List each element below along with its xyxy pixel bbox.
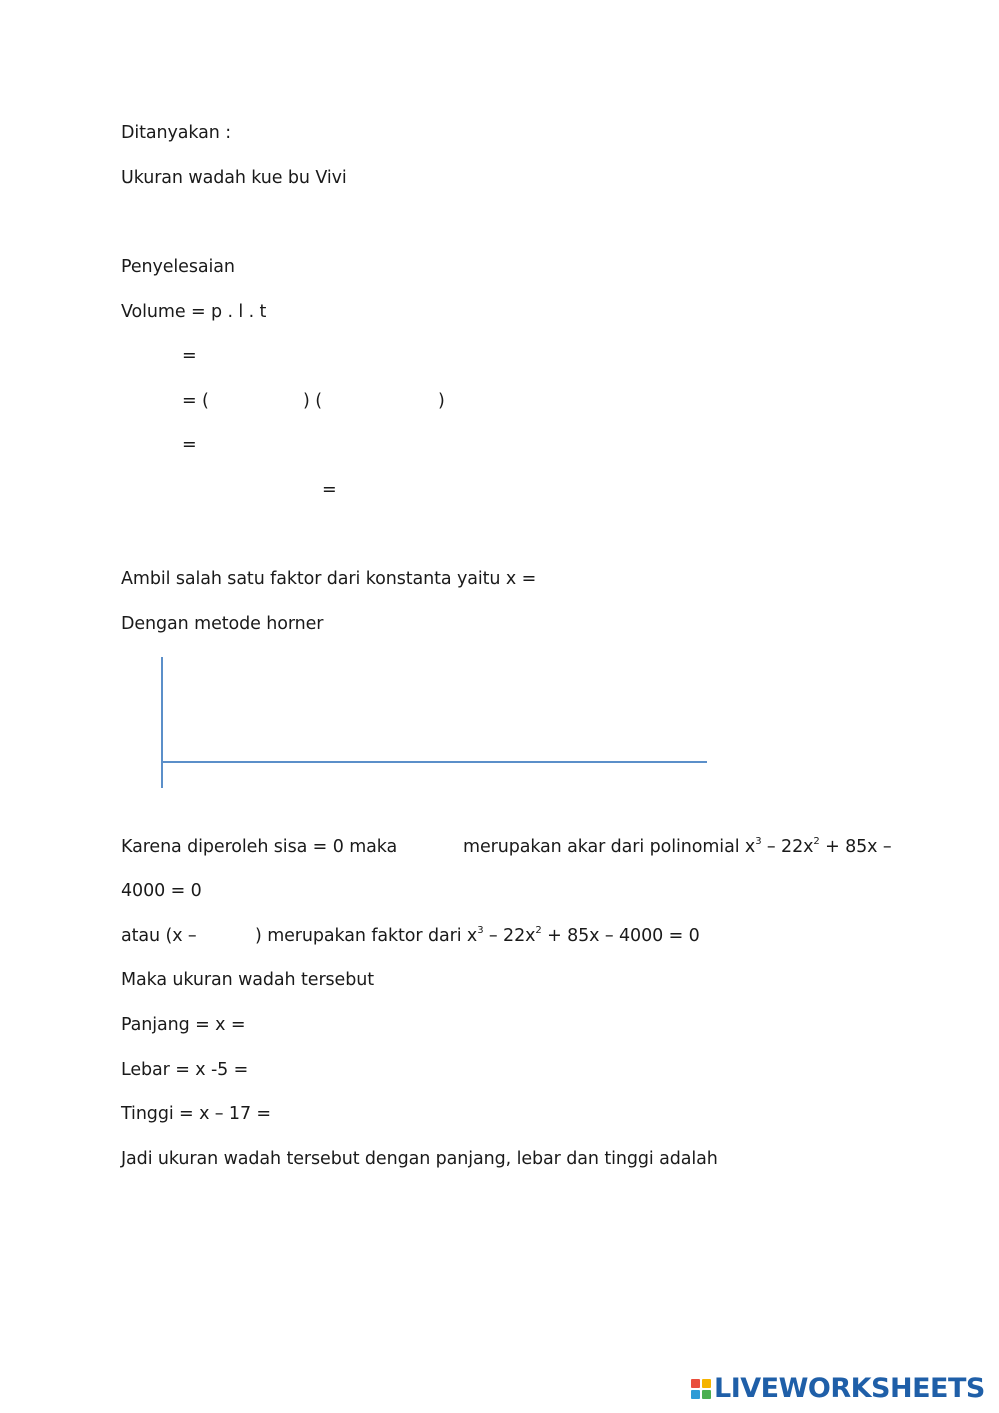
logo-text: LIVEWORKSHEETS bbox=[714, 1373, 985, 1404]
equation-step-4: = bbox=[322, 480, 337, 500]
equation-step-1: = bbox=[182, 346, 197, 366]
ditanyakan-label: Ditanyakan : bbox=[121, 123, 231, 143]
panjang-text: Panjang = x = bbox=[121, 1015, 246, 1035]
maka-ukuran-text: Maka ukuran wadah tersebut bbox=[121, 970, 374, 990]
logo-square-green bbox=[702, 1390, 711, 1399]
volume-formula: Volume = p . l . t bbox=[121, 302, 267, 322]
logo-mark-icon bbox=[691, 1379, 711, 1399]
lebar-text: Lebar = x -5 = bbox=[121, 1060, 249, 1080]
exponent-3: 3 bbox=[477, 925, 484, 937]
horner-horizontal-line bbox=[161, 761, 707, 763]
equation-step-2-mid: ) ( bbox=[303, 391, 322, 411]
karena-x-text: merupakan akar dari polinomial x bbox=[463, 837, 756, 857]
logo-square-blue bbox=[691, 1390, 700, 1399]
equation-step-2-close: ) bbox=[438, 391, 445, 411]
logo-square-yellow bbox=[702, 1379, 711, 1388]
equation-step-2-open: = ( bbox=[182, 391, 209, 411]
horner-method-text: Dengan metode horner bbox=[121, 614, 324, 634]
horner-vertical-line bbox=[161, 657, 163, 788]
tinggi-text: Tinggi = x – 17 = bbox=[121, 1104, 271, 1124]
karena-continuation: 4000 = 0 bbox=[121, 881, 202, 901]
jadi-text: Jadi ukuran wadah tersebut dengan panjang, lebar dan tinggi adalah bbox=[121, 1149, 718, 1169]
karena-text-start: Karena diperoleh sisa = 0 maka bbox=[121, 837, 398, 857]
karena-text-polynomial bbox=[463, 836, 892, 858]
exponent-2: 2 bbox=[535, 925, 542, 937]
karena-85x-text: + 85x – bbox=[819, 837, 892, 857]
atau-text-factor bbox=[255, 925, 700, 947]
atau-22x-text: – 22x bbox=[483, 926, 536, 946]
ambil-factor-text: Ambil salah satu faktor dari konstanta yaitu x = bbox=[121, 569, 537, 589]
exponent-2: 2 bbox=[813, 836, 820, 848]
karena-22x-text: – 22x bbox=[761, 837, 814, 857]
atau-text-start: atau (x – bbox=[121, 926, 197, 946]
question-text: Ukuran wadah kue bu Vivi bbox=[121, 168, 347, 188]
liveworksheets-logo bbox=[691, 1372, 985, 1406]
penyelesaian-label: Penyelesaian bbox=[121, 257, 235, 277]
logo-square-red bbox=[691, 1379, 700, 1388]
atau-85x-text: + 85x – 4000 = 0 bbox=[541, 926, 700, 946]
exponent-3: 3 bbox=[755, 836, 762, 848]
atau-x-text: ) merupakan faktor dari x bbox=[255, 926, 478, 946]
equation-step-3: = bbox=[182, 435, 197, 455]
